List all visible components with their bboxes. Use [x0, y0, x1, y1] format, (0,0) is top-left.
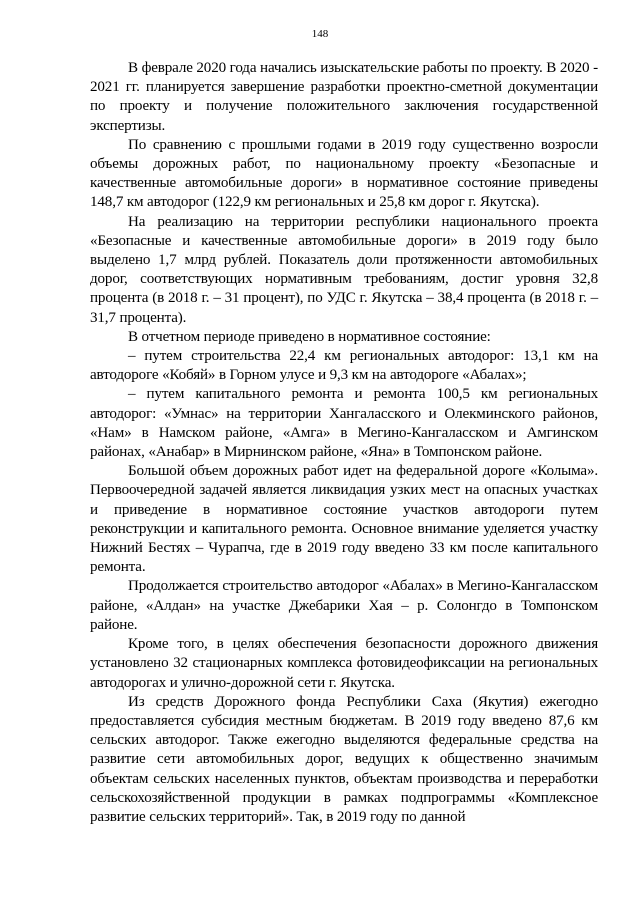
paragraph-survey-works: В феврале 2020 года начались изыскательские работы по проекту. В 2020 - 2021 гг. планируется завершение разработки проектно-сметной документации по проекту и получение положительного заключения государственной экспертизы.	[90, 60, 598, 134]
paragraph-reporting-period: В отчетном периоде приведено в нормативное состояние:	[128, 328, 491, 345]
paragraph-road-fund-subsidy: Из средств Дорожного фонда Республики Саха (Якутия) ежегодно предоставляется субсидия местным бюджетам. В 2019 году введено 87,6 км сельских автодорог. Также ежегодно выделяются федеральные средства на развитие сети автомобильных дорог, ведущих к общественно значимым объектам сельских населенных пунктов, объектам производства и переработки сельскохозяйственной продукции в рамках подпрограммы «Комплексное развитие сельских территорий». Так, в 2019 году по данной	[90, 693, 598, 825]
body-text	[90, 59, 598, 827]
page-number: 148	[311, 28, 329, 40]
paragraph-national-project-funding: На реализацию на территории республики национального проекта «Безопасные и качественные автомобильные дороги» в 2019 году было выделено 1,7 млрд рублей. Показатель доли протяженности автомобильных дорог, соответствующих нормативным требованиям, достиг уровня 32,8 процента (в 2018 г. – 31 процент), по УДС г. Якутска – 38,4 процента (в 2018 г. – 31,7 процента).	[90, 213, 598, 326]
list-item-construction: – путем строительства 22,4 км региональных автодорог: 13,1 км на автодороге «Кобяй» в Горном улусе и 9,3 км на автодороге «Абалах»;	[90, 348, 598, 384]
list-item-repair: – путем капитального ремонта и ремонта 100,5 км региональных автодорог: «Умнас» на территории Хангаласского и Олекминского районов, «Нам» в Намском районе, «Амга» в Мегино-Кангаласском и Амгинском районах, «Анабар» в Мирнинском районе, «Яна» в Томпонском районе.	[90, 386, 598, 461]
paragraph-traffic-safety: Кроме того, в целях обеспечения безопасности дорожного движения установлено 32 стационарных комплекса фотовидеофиксации на региональных автодорогах и улично-дорожной сети г. Якутска.	[90, 636, 598, 691]
paragraph-road-works-volume: По сравнению с прошлыми годами в 2019 году существенно возросли объемы дорожных работ, по национальному проекту «Безопасные и качественные автомобильные дороги» в нормативное состояние приведены 148,7 км автодорог (122,9 км региональных и 25,8 км дорог г. Якутска).	[90, 136, 598, 211]
paragraph-ongoing-construction: Продолжается строительство автодорог «Абалах» в Мегино-Кангаласском районе, «Алдан» на участке Джебарики Хая – р. Солонгдо в Томпонском районе.	[90, 578, 598, 633]
paragraph-kolyma-road: Большой объем дорожных работ идет на федеральной дороге «Колыма». Первоочередной задачей является ликвидация узких мест на опасных участках и приведение в нормативное состояние участков автодороги путем реконструкции и капитального ремонта. Основное внимание уделяется участку Нижний Бестях – Чурапча, где в 2019 году введено 33 км после капитального ремонта.	[90, 463, 598, 576]
